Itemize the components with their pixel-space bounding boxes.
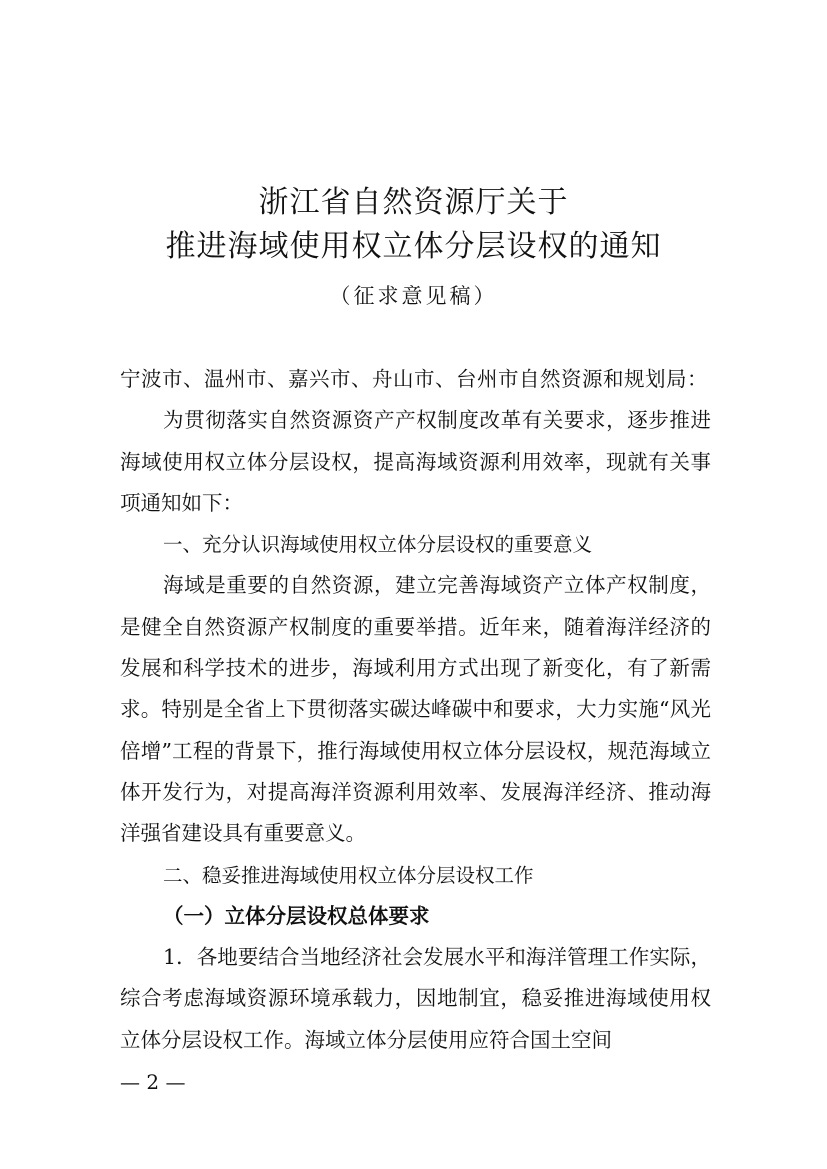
- document-title-line-2: 推进海域使用权立体分层设权的通知: [165, 229, 662, 264]
- intro-paragraph: 为贯彻落实自然资源资产产权制度改革有关要求，逐步推进海域使用权立体分层设权，提高海域资源利用效率，现就有关事项通知如下：: [120, 408, 711, 515]
- section-2-heading: 二、稳妥推进海域使用权立体分层设权工作: [163, 863, 534, 887]
- section-1-paragraph: 海域是重要的自然资源，建立完善海域资产立体产权制度，是健全自然资源产权制度的重要举措。近年来，随着海洋经济的发展和科学技术的进步，海域利用方式出现了新变化，有了新需求。特别是全省上下贯彻落实碳达峰碳中和要求，大力实施“风光倍增”工程的背景下，推行海域使用权立体分层设权，规范海域立体开发行为，对提高海洋资源利用效率、发展海洋经济、推动海洋强省建设具有重要意义。: [120, 573, 711, 846]
- page-number: — 2 —: [120, 1070, 186, 1094]
- document-title-line-1: 浙江省自然资源厅关于: [258, 185, 569, 220]
- item-1-paragraph: 1．各地要结合当地经济社会发展水平和海洋管理工作实际，综合考虑海域资源环境承载力，因地制宜，稳妥推进海域使用权立体分层设权工作。海域立体分层使用应符合国土空间: [120, 945, 711, 1052]
- section-2-subheading-1: （一）立体分层设权总体要求: [163, 903, 430, 928]
- section-1-heading: 一、充分认识海域使用权立体分层设权的重要意义: [163, 533, 593, 557]
- document-subtitle: （征求意见稿）: [329, 284, 498, 308]
- salutation: 宁波市、温州市、嘉兴市、舟山市、台州市自然资源和规划局：: [120, 367, 708, 391]
- document-body: [120, 359, 711, 1061]
